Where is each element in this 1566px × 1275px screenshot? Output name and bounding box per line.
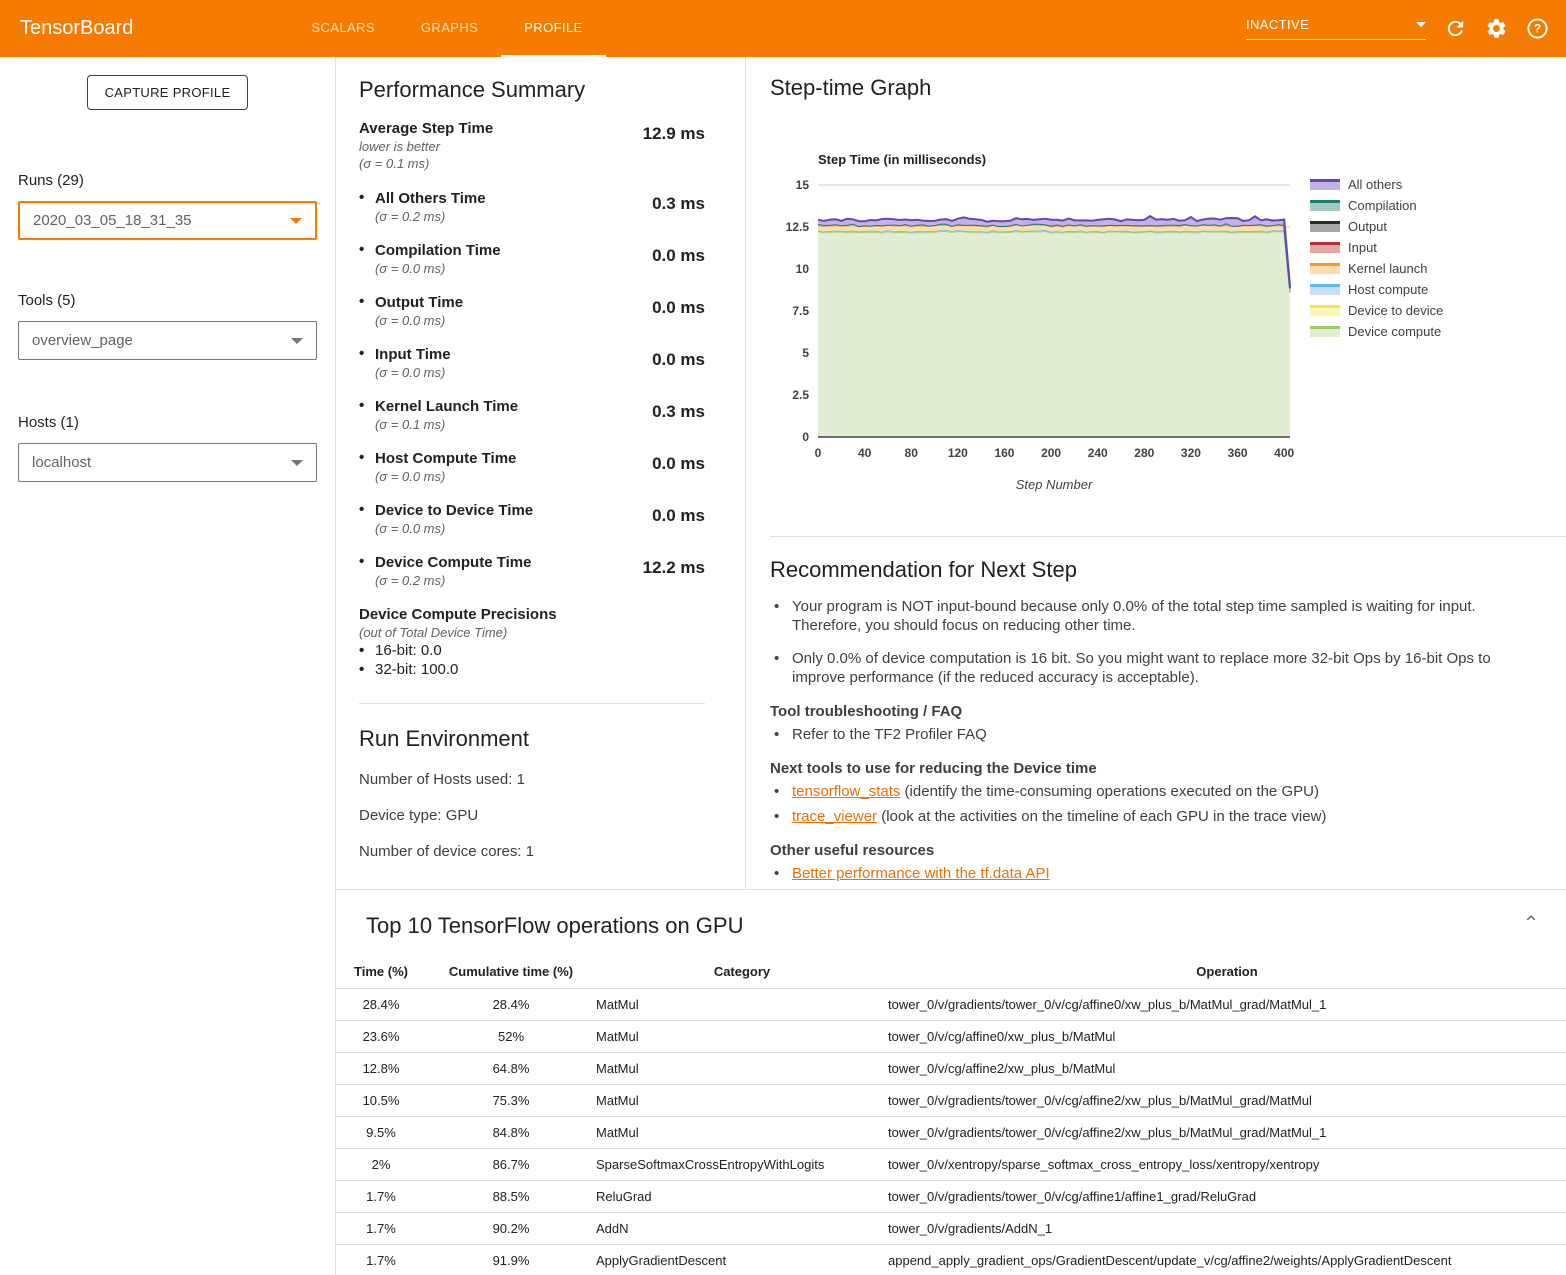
tensorflow-stats-link[interactable]: tensorflow_stats — [792, 783, 901, 800]
table-row: 1.7% 91.9% ApplyGradientDescent append_apply_gradient_ops/GradientDescent/update_v/cg/affine2/weights/ApplyGradientDescent — [336, 1245, 1566, 1275]
precision-item: • 16-bit: 0.0 — [359, 642, 442, 659]
svg-text:160: 160 — [994, 446, 1015, 460]
col-header-cumulative: Cumulative time (%) — [426, 956, 596, 989]
tab-bar — [288, 0, 605, 57]
table-row: 2% 86.7% SparseSoftmaxCrossEntropyWithLogits tower_0/v/xentropy/sparse_softmax_cross_entropy_loss/xentropy/xentropy — [336, 1149, 1566, 1181]
metric-sigma: (σ = 0.2 ms) — [375, 209, 446, 224]
table-row: 1.7% 90.2% AddN tower_0/v/gradients/AddN_1 — [336, 1213, 1566, 1245]
faq-heading: Tool troubleshooting / FAQ — [770, 703, 963, 720]
svg-text:All others: All others — [1348, 177, 1403, 192]
svg-text:0: 0 — [802, 430, 809, 444]
metric-sigma: (σ = 0.0 ms) — [375, 261, 446, 276]
metric-sigma: (σ = 0.0 ms) — [375, 469, 446, 484]
run-environment-cores: Number of device cores: 1 — [359, 843, 535, 860]
top-ops-table — [336, 956, 1566, 1275]
status-dropdown[interactable] — [1246, 17, 1426, 40]
metric-value: 0.0 ms — [652, 298, 705, 317]
top-ops-title: Top 10 TensorFlow operations on GPU — [366, 913, 744, 938]
svg-text:Input: Input — [1348, 240, 1377, 255]
svg-text:200: 200 — [1041, 446, 1062, 460]
svg-text:400: 400 — [1274, 446, 1295, 460]
average-step-time-note: lower is better — [359, 139, 440, 154]
hosts-label: Hosts (1) — [18, 414, 79, 431]
metric-item — [359, 241, 705, 277]
top-ops-card — [336, 889, 1566, 1275]
svg-text:280: 280 — [1134, 446, 1155, 460]
bullet: • — [359, 501, 365, 518]
metric-item — [359, 553, 705, 589]
svg-text:360: 360 — [1227, 446, 1248, 460]
bullet: • — [774, 865, 780, 882]
svg-text:0: 0 — [814, 446, 822, 460]
reload-icon[interactable] — [1443, 17, 1467, 41]
recommendation-section — [770, 536, 1566, 883]
performance-summary-card — [336, 57, 746, 889]
metric-value: 0.0 ms — [652, 350, 705, 369]
metric-value: 0.0 ms — [652, 454, 705, 473]
main-content — [336, 57, 1566, 1275]
bullet: • — [774, 726, 780, 743]
svg-text:7.5: 7.5 — [792, 304, 809, 318]
metric-value: 0.0 ms — [652, 506, 705, 525]
metric-item — [359, 397, 705, 433]
svg-text:Compilation: Compilation — [1348, 198, 1417, 213]
metric-value: 12.2 ms — [642, 558, 705, 577]
svg-text:2.5: 2.5 — [792, 388, 809, 402]
metric-label: Kernel Launch Time — [375, 398, 519, 415]
chevron-down-icon — [290, 218, 302, 224]
resources-heading: Other useful resources — [770, 842, 935, 859]
metric-item — [359, 501, 705, 537]
app-title: TensorBoard — [20, 17, 134, 39]
bullet: • — [359, 345, 365, 362]
next-tools-list — [770, 782, 1536, 826]
svg-text:240: 240 — [1087, 446, 1108, 460]
svg-text:Step Time (in milliseconds): Step Time (in milliseconds) — [818, 152, 987, 167]
bullet: • — [359, 293, 365, 310]
table-row: 9.5% 84.8% MatMul tower_0/v/gradients/tower_0/v/cg/affine2/xw_plus_b/MatMul_grad/MatMul_1 — [336, 1117, 1566, 1149]
metric-label: Device to Device Time — [375, 502, 534, 519]
col-header-time: Time (%) — [336, 956, 426, 989]
metric-label: Input Time — [375, 346, 451, 363]
svg-text:Device compute: Device compute — [1348, 324, 1442, 339]
hosts-select[interactable] — [18, 443, 317, 482]
faq-item: • Refer to the TF2 Profiler FAQ — [770, 725, 1536, 744]
metric-label: Compilation Time — [375, 242, 501, 259]
metric-list — [359, 189, 705, 589]
faq-list — [770, 725, 1536, 744]
device-compute-precisions — [359, 605, 705, 679]
metric-sigma: (σ = 0.0 ms) — [375, 521, 446, 536]
resources-item — [770, 864, 1536, 883]
status-dropdown-value: INACTIVE — [1246, 17, 1310, 32]
bullet: • — [774, 783, 780, 800]
tab-scalars[interactable]: SCALARS — [311, 20, 375, 35]
svg-text:Device to device: Device to device — [1348, 303, 1444, 318]
next-tools-heading: Next tools to use for reducing the Device time — [770, 760, 1097, 777]
metric-sigma: (σ = 0.1 ms) — [375, 417, 446, 432]
svg-text:?: ? — [1533, 21, 1541, 36]
next-tools-item: • tensorflow_stats (identify the time-consuming operations executed on the GPU) — [770, 782, 1536, 801]
step-time-graph-card — [746, 57, 1566, 889]
next-tools-item: • trace_viewer (look at the activities on the timeline of each GPU in the trace view) — [770, 807, 1536, 826]
recommendation-bullet: • Only 0.0% of device computation is 16 bit. So you might want to replace more 32-bit Ops by 16-bit Ops to improve performance (if the reduced accuracy is acceptable). — [770, 649, 1536, 687]
step-time-graph-title: Step-time Graph — [770, 75, 932, 100]
run-environment-title: Run Environment — [359, 726, 529, 751]
metric-label: All Others Time — [375, 190, 486, 207]
col-header-operation: Operation — [888, 956, 1566, 989]
svg-text:120: 120 — [947, 446, 968, 460]
runs-select[interactable] — [18, 201, 317, 240]
average-step-time-value: 12.9 ms — [642, 124, 705, 143]
svg-text:10: 10 — [795, 262, 809, 276]
tab-profile[interactable]: PROFILE — [501, 0, 605, 57]
bullet: • — [359, 553, 365, 570]
average-step-time-label: Average Step Time — [359, 120, 494, 137]
svg-text:40: 40 — [857, 446, 872, 460]
resources-list — [770, 864, 1536, 883]
metric-sigma: (σ = 0.2 ms) — [375, 573, 446, 588]
bullet: • — [359, 397, 365, 414]
average-step-time-sigma: (σ = 0.1 ms) — [359, 156, 430, 171]
metric-label: Device Compute Time — [375, 554, 532, 571]
tools-label: Tools (5) — [18, 292, 76, 309]
run-environment-device-type: Device type: GPU — [359, 807, 479, 824]
metric-item — [359, 449, 705, 485]
table-row: 10.5% 75.3% MatMul tower_0/v/gradients/tower_0/v/cg/affine2/xw_plus_b/MatMul_grad/MatMul — [336, 1085, 1566, 1117]
tfdata-performance-link[interactable]: Better performance with the tf.data API — [792, 865, 1050, 882]
bullet: • — [359, 241, 365, 258]
svg-text:12.5: 12.5 — [785, 220, 809, 234]
runs-select-value: 2020_03_05_18_31_35 — [33, 212, 192, 229]
metric-value: 0.3 ms — [652, 402, 705, 421]
recommendation-bullet: • Your program is NOT input-bound because only 0.0% of the total step time sampled is waiting for input. Therefore, you should focus on reducing other time. — [770, 597, 1536, 635]
bullet: • — [774, 808, 780, 825]
run-environment-hosts: Number of Hosts used: 1 — [359, 771, 525, 788]
col-header-category: Category — [596, 956, 888, 989]
table-row: 12.8% 64.8% MatMul tower_0/v/cg/affine2/xw_plus_b/MatMul — [336, 1053, 1566, 1085]
chevron-down-icon — [1416, 22, 1426, 27]
hosts-select-value: localhost — [32, 454, 92, 471]
step-time-chart — [770, 147, 1566, 499]
metric-value: 0.0 ms — [652, 246, 705, 265]
tab-graphs[interactable]: GRAPHS — [420, 20, 479, 35]
bullet: • — [359, 189, 365, 206]
settings-icon[interactable] — [1484, 17, 1508, 41]
table-row: 23.6% 52% MatMul tower_0/v/cg/affine0/xw_plus_b/MatMul — [336, 1021, 1566, 1053]
svg-text:Step Number: Step Number — [1015, 477, 1093, 492]
metric-sigma: (σ = 0.0 ms) — [375, 313, 446, 328]
bullet: • — [774, 598, 780, 615]
capture-profile-button[interactable]: CAPTURE PROFILE — [87, 75, 249, 110]
svg-text:5: 5 — [802, 346, 809, 360]
collapse-chevron-up-icon[interactable] — [1522, 909, 1540, 930]
precisions-title: Device Compute Precisions — [359, 606, 557, 623]
trace-viewer-link[interactable]: trace_viewer — [792, 808, 878, 825]
table-header-row — [336, 956, 1566, 989]
run-environment-section — [359, 703, 705, 860]
sidebar — [0, 57, 336, 1275]
metric-label: Host Compute Time — [375, 450, 517, 467]
bullet: • — [359, 642, 365, 659]
metric-value: 0.3 ms — [652, 194, 705, 213]
help-icon[interactable] — [1525, 17, 1549, 41]
tools-select[interactable] — [18, 321, 317, 360]
table-row: 1.7% 88.5% ReluGrad tower_0/v/gradients/tower_0/v/cg/affine1/affine1_grad/ReluGrad — [336, 1181, 1566, 1213]
metric-sigma: (σ = 0.0 ms) — [375, 365, 446, 380]
svg-text:Kernel launch: Kernel launch — [1348, 261, 1428, 276]
tools-select-value: overview_page — [32, 332, 133, 349]
header-actions — [1246, 0, 1549, 57]
average-step-time — [359, 119, 705, 172]
svg-text:15: 15 — [795, 178, 809, 192]
precision-item: • 32-bit: 100.0 — [359, 661, 459, 678]
metric-item — [359, 293, 705, 329]
bullet: • — [774, 650, 780, 667]
performance-summary-title: Performance Summary — [359, 77, 586, 102]
chevron-down-icon — [291, 338, 303, 344]
bullet: • — [359, 661, 365, 678]
app-header — [0, 0, 1566, 57]
svg-text:80: 80 — [904, 446, 918, 460]
metric-label: Output Time — [375, 294, 464, 311]
svg-text:Host compute: Host compute — [1348, 282, 1429, 297]
svg-text:320: 320 — [1180, 446, 1201, 460]
metric-item — [359, 345, 705, 381]
svg-text:Output: Output — [1348, 219, 1388, 234]
chevron-down-icon — [291, 460, 303, 466]
metric-item — [359, 189, 705, 225]
precisions-note: (out of Total Device Time) — [359, 625, 508, 640]
table-row: 28.4% 28.4% MatMul tower_0/v/gradients/tower_0/v/cg/affine0/xw_plus_b/MatMul_grad/MatMul_1 — [336, 989, 1566, 1021]
runs-label: Runs (29) — [18, 172, 84, 189]
recommendation-bullets — [770, 597, 1536, 687]
recommendation-title: Recommendation for Next Step — [770, 557, 1077, 582]
bullet: • — [359, 449, 365, 466]
